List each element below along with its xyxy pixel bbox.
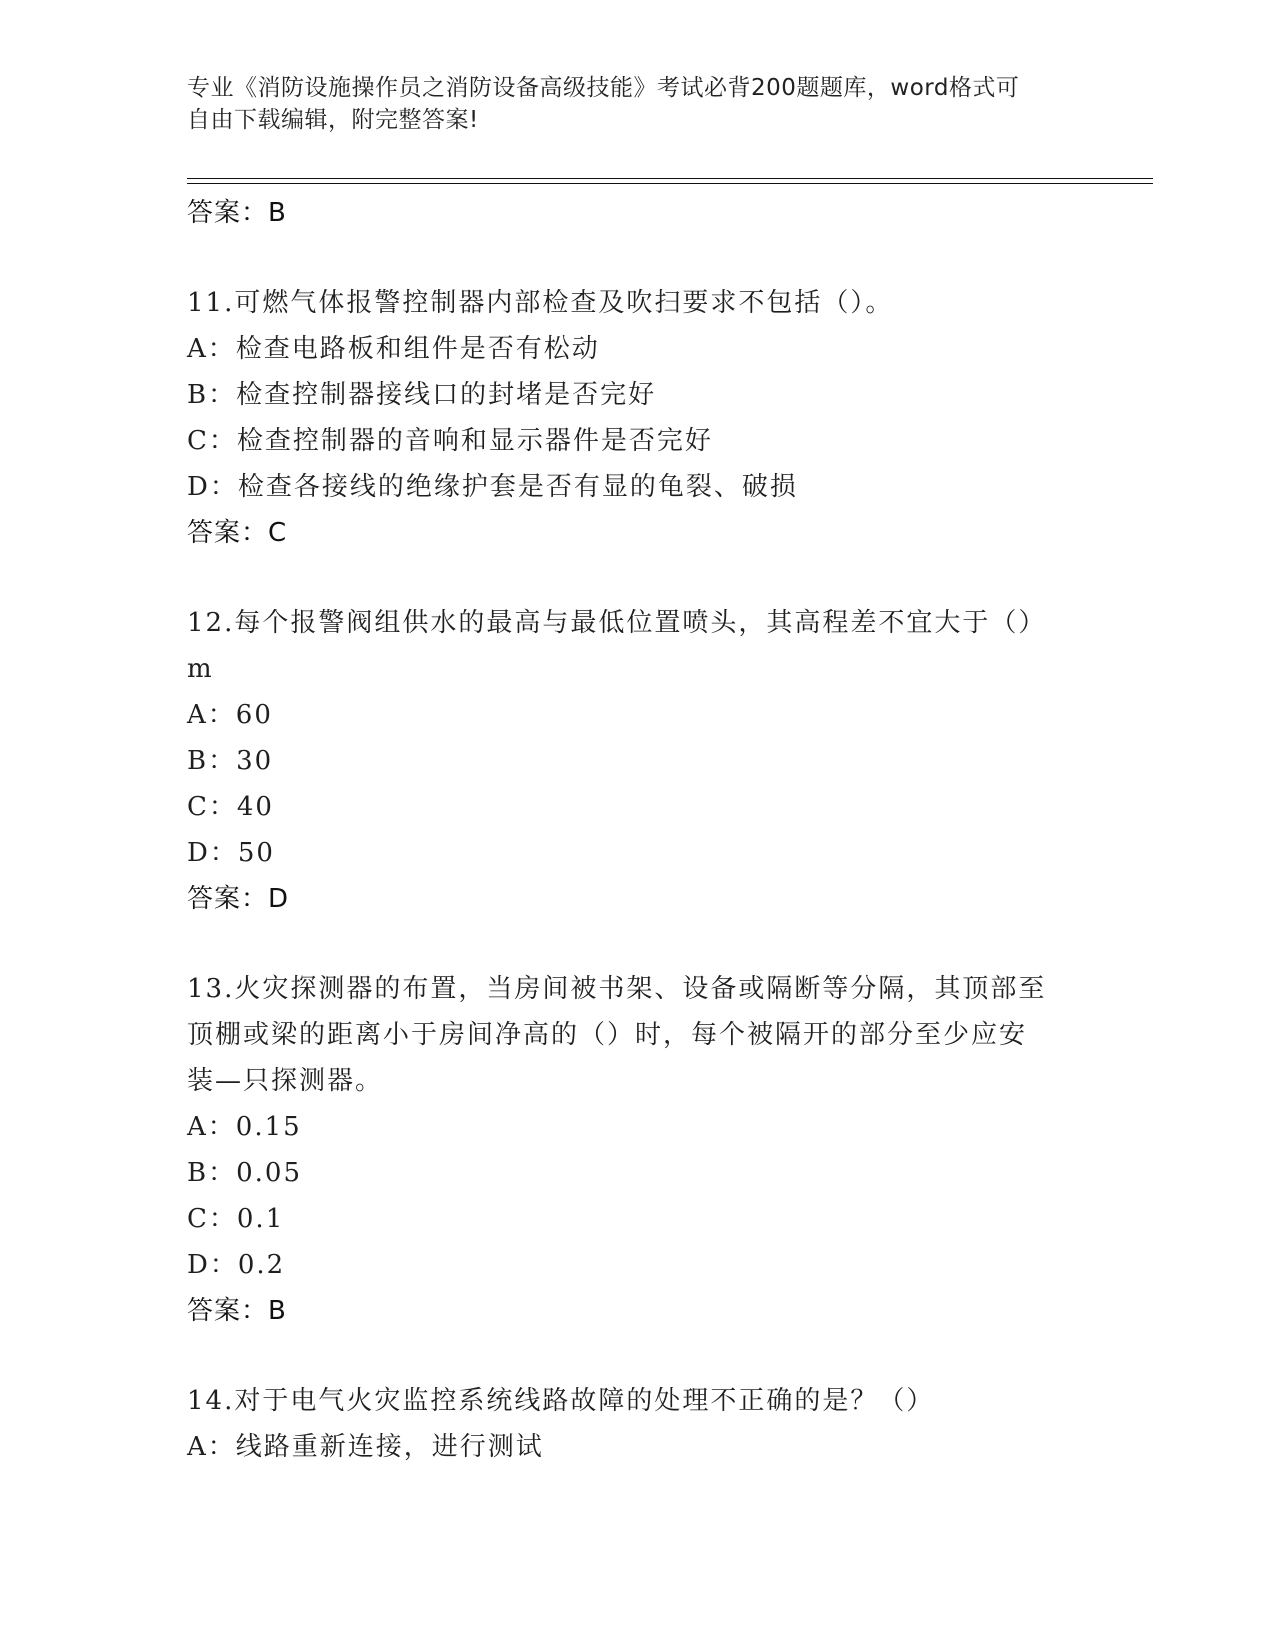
option-b: B：检查控制器接线口的封堵是否完好 [187, 380, 657, 410]
option-d: D：检查各接线的绝缘护套是否有显的龟裂、破损 [187, 472, 798, 502]
option-c: C：检查控制器的音响和显示器件是否完好 [187, 426, 713, 456]
spacer [187, 236, 1087, 280]
question-text-continued: 装—只探测器。 [187, 1066, 384, 1096]
question-text-continued: m [187, 654, 214, 684]
answer: 答案：C [187, 518, 288, 548]
question-11 [187, 280, 1087, 556]
header-line-1: 专业《消防设施操作员之消防设备高级技能》考试必背200题题库，word格式可 [187, 75, 1020, 101]
option-c: C：40 [187, 792, 274, 822]
option-a: A：检查电路板和组件是否有松动 [187, 334, 600, 364]
option-a: A：线路重新连接，进行测试 [187, 1432, 544, 1462]
option-b: B：30 [187, 746, 274, 776]
header-line-2: 自由下载编辑，附完整答案! [187, 107, 479, 133]
question-text-continued: 顶棚或梁的距离小于房间净高的（）时，每个被隔开的部分至少应安 [187, 1020, 1028, 1050]
answer: 答案：D [187, 884, 290, 914]
option-d: D：50 [187, 838, 275, 868]
spacer [187, 556, 1087, 600]
previous-answer: 答案：B [187, 198, 287, 228]
spacer [187, 922, 1087, 966]
question-12 [187, 600, 1087, 922]
question-13 [187, 966, 1087, 1334]
spacer [187, 1334, 1087, 1378]
question-list [187, 190, 1087, 1470]
question-text: 14.对于电气火灾监控系统线路故障的处理不正确的是？（） [187, 1386, 935, 1416]
answer: 答案：B [187, 1296, 287, 1326]
option-a: A：0.15 [187, 1112, 302, 1142]
header-divider-top [187, 178, 1153, 179]
option-c: C：0.1 [187, 1204, 285, 1234]
document-header [187, 72, 1067, 136]
question-text: 12.每个报警阀组供水的最高与最低位置喷头，其高程差不宜大于（） [187, 608, 1047, 638]
option-b: B：0.05 [187, 1158, 302, 1188]
question-14 [187, 1378, 1087, 1470]
option-a: A：60 [187, 700, 273, 730]
option-d: D：0.2 [187, 1250, 286, 1280]
question-text: 11.可燃气体报警控制器内部检查及吹扫要求不包括（）。 [187, 288, 894, 318]
header-divider-bottom [187, 183, 1153, 184]
question-text: 13.火灾探测器的布置，当房间被书架、设备或隔断等分隔，其顶部至 [187, 974, 1047, 1004]
